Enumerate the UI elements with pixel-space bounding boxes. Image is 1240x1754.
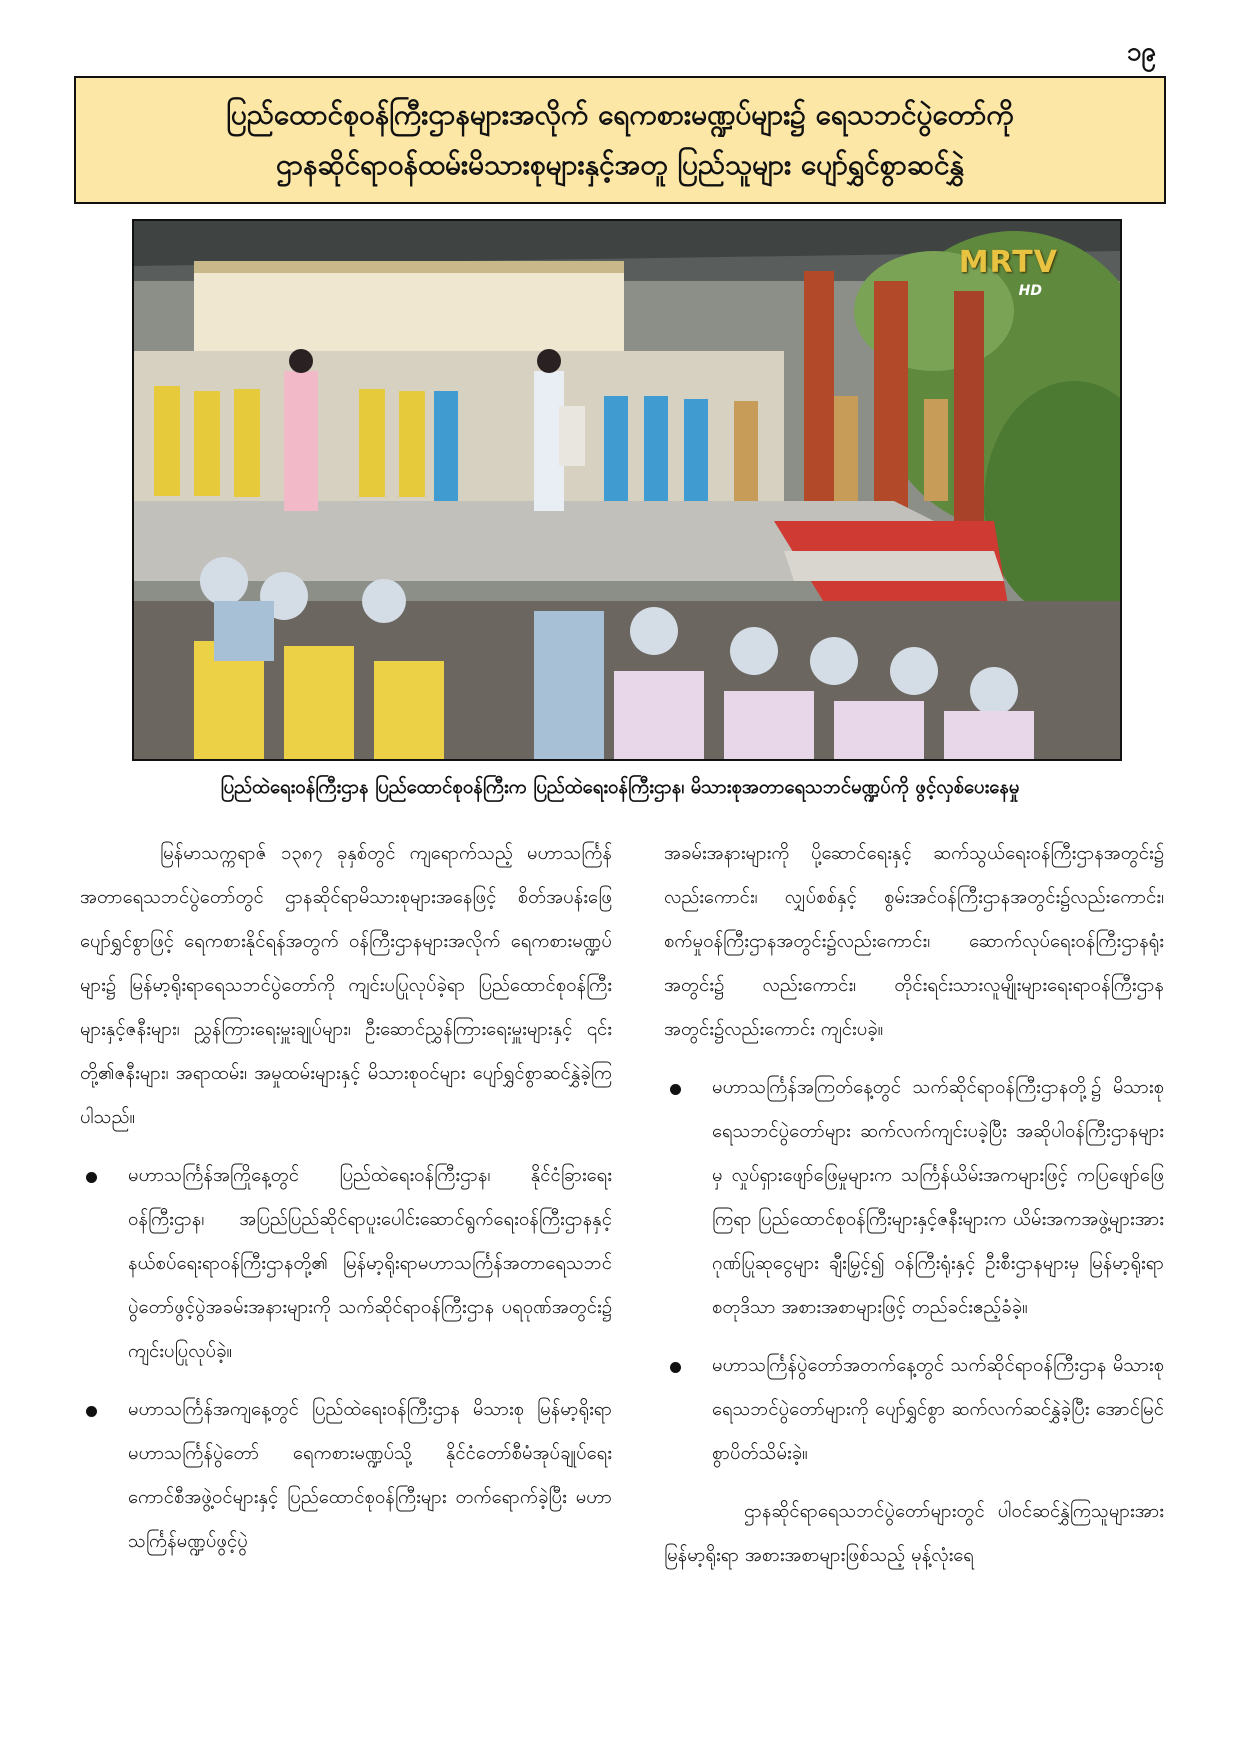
photo-illustration: [134, 221, 1120, 759]
intro-paragraph: မြန်မာသက္ကရာဇ် ၁၃၈၇ ခုနှစ်တွင် ကျရောက်သည့် မဟာသင်္ကြန်အတာရေသဘင်ပွဲတော်တွင် ဌာနဆိုင်ရာမိသားစုများအနေဖြင့် စိတ်အပန်းဖြေပျော်ရွှင်စွာဖြင့် ရေကစားနိုင်ရန်အတွက် ဝန်ကြီးဌာနများအလိုက် ရေကစားမဏ္ဍပ်များ၌ မြန်မာ့ရိုးရာရေသဘင်ပွဲတော်ကို ကျင်းပပြုလုပ်ခဲ့ရာ ပြည်ထောင်စုဝန်ကြီးများနှင့်ဇနီးများ၊ ညွှန်ကြားရေးမှူးချုပ်များ၊ ဦးဆောင်ညွှန်ကြားရေးမှူးများနှင့် ၎င်းတို့၏ဇနီးများ၊ အရာထမ်း၊ အမှုထမ်းများနှင့် မိသားစုဝင်များ ပျော်ရွှင်စွာဆင်နွှဲခဲ့ကြပါသည်။: [80, 843, 612, 1128]
mrtv-hd-label: HD: [1018, 283, 1042, 299]
photo-caption: ပြည်ထဲရေးဝန်ကြီးဌာန ပြည်ထောင်စုဝန်ကြီးက ပြည်ထဲရေးဝန်ကြီးဌာန၊ မိသားစုအတာရေသဘင်မဏ္ဍပ်ကို ဖွင့်လှစ်ပေးနေမှု: [220, 777, 1020, 798]
mrtv-logo: MRTV: [958, 245, 1058, 280]
bullet-dot: [670, 1084, 681, 1095]
headline-line-2: ဌာနဆိုင်ရာဝန်ထမ်းမိသားစုများနှင့်အတူ ပြည်သူများ ပျော်ရွှင်စွာဆင်နွှဲ: [276, 148, 964, 181]
left-column: [80, 832, 612, 1578]
bullet-dot: [670, 1362, 681, 1373]
bullet-text: မဟာသင်္ကြန်ပွဲတော်အတက်နေ့တွင် သက်ဆိုင်ရာဝန်ကြီးဌာန မိသားစုရေသဘင်ပွဲတော်များကို ပျော်ရွှင်စွာ ဆက်လက်ဆင်နွှဲခဲ့ပြီး အောင်မြင်စွာပိတ်သိမ်းခဲ့။: [712, 1355, 1164, 1464]
headline-line-1: ပြည်ထောင်စုဝန်ကြီးဌာနများအလိုက် ရေကစားမဏ္ဍပ်များ၌ ရေသဘင်ပွဲတော်ကို: [226, 98, 1014, 131]
page-number: ၁၉: [1126, 37, 1156, 67]
headline-box: [74, 76, 1166, 204]
bullet-item: [80, 1388, 612, 1564]
closing-paragraph: ဌာနဆိုင်ရာရေသဘင်ပွဲတော်များတွင် ပါဝင်ဆင်နွှဲကြသူများအား မြန်မာ့ရိုးရာ အစားအစာများဖြစ်သည့် မုန့်လုံးရေ: [664, 1501, 1164, 1566]
bullet-item: [664, 1344, 1164, 1476]
bullet-item: [80, 1154, 612, 1374]
continued-paragraph: အခမ်းအနားများကို ပို့ဆောင်ရေးနှင့် ဆက်သွယ်ရေးဝန်ကြီးဌာနအတွင်း၌ လည်းကောင်း၊ လျှပ်စစ်နှင့် စွမ်းအင်ဝန်ကြီးဌာနအတွင်း၌လည်းကောင်း၊ စက်မှုဝန်ကြီးဌာနအတွင်း၌လည်းကောင်း၊ ဆောက်လုပ်ရေးဝန်ကြီးဌာနရုံးအတွင်း၌ လည်းကောင်း၊ တိုင်းရင်းသားလူမျိုးများရေးရာဝန်ကြီးဌာနအတွင်း၌လည်းကောင်း ကျင်းပခဲ့။: [664, 843, 1164, 1040]
bullet-dot: [86, 1406, 97, 1417]
bullet-text: မဟာသင်္ကြန်အကျနေ့တွင် ပြည်ထဲရေးဝန်ကြီးဌာန မိသားစု မြန်မာ့ရိုးရာမဟာသင်္ကြန်ပွဲတော် ရေကစားမဏ္ဍပ်သို့ နိုင်ငံတော်စီမံအုပ်ချုပ်ရေးကောင်စီအဖွဲ့ဝင်များနှင့် ပြည်ထောင်စုဝန်ကြီးများ တက်ရောက်ခဲ့ပြီး မဟာသင်္ကြန်မဏ္ဍပ်ဖွင့်ပွဲ: [128, 1399, 612, 1552]
bullet-dot: [86, 1172, 97, 1183]
news-photo: [132, 219, 1122, 761]
bullet-text: မဟာသင်္ကြန်အကြတ်နေ့တွင် သက်ဆိုင်ရာဝန်ကြီးဌာနတို့၌ မိသားစုရေသဘင်ပွဲတော်များ ဆက်လက်ကျင်းပခဲ့ပြီး အဆိုပါဝန်ကြီးဌာနများမှ လှုပ်ရှားဖျော်ဖြေမှုများက သင်္ကြန်ယိမ်းအကများဖြင့် ကပြဖျော်ဖြေကြရာ ပြည်ထောင်စုဝန်ကြီးများနှင့်ဇနီးများက ယိမ်းအကအဖွဲ့များအား ဂုဏ်ပြုဆုငွေများ ချီးမြှင့်၍ ဝန်ကြီးရုံးနှင့် ဦးစီးဌာနများမှ မြန်မာ့ရိုးရာ စတုဒိသာ အစားအစာများဖြင့် တည်ခင်းဧည့်ခံခဲ့။: [712, 1077, 1164, 1318]
right-column: [664, 832, 1164, 1592]
bullet-item: [664, 1066, 1164, 1330]
bullet-text: မဟာသင်္ကြန်အကြိုနေ့တွင် ပြည်ထဲရေးဝန်ကြီးဌာန၊ နိုင်ငံခြားရေးဝန်ကြီးဌာန၊ အပြည်ပြည်ဆိုင်ရာပူးပေါင်းဆောင်ရွက်ရေးဝန်ကြီးဌာနနှင့် နယ်စပ်ရေးရာဝန်ကြီးဌာနတို့၏ မြန်မာ့ရိုးရာမဟာသင်္ကြန်အတာရေသဘင်ပွဲတော်ဖွင့်ပွဲအခမ်းအနားများကို သက်ဆိုင်ရာဝန်ကြီးဌာန ပရဝုဏ်အတွင်း၌ ကျင်းပပြုလုပ်ခဲ့။: [128, 1165, 612, 1362]
